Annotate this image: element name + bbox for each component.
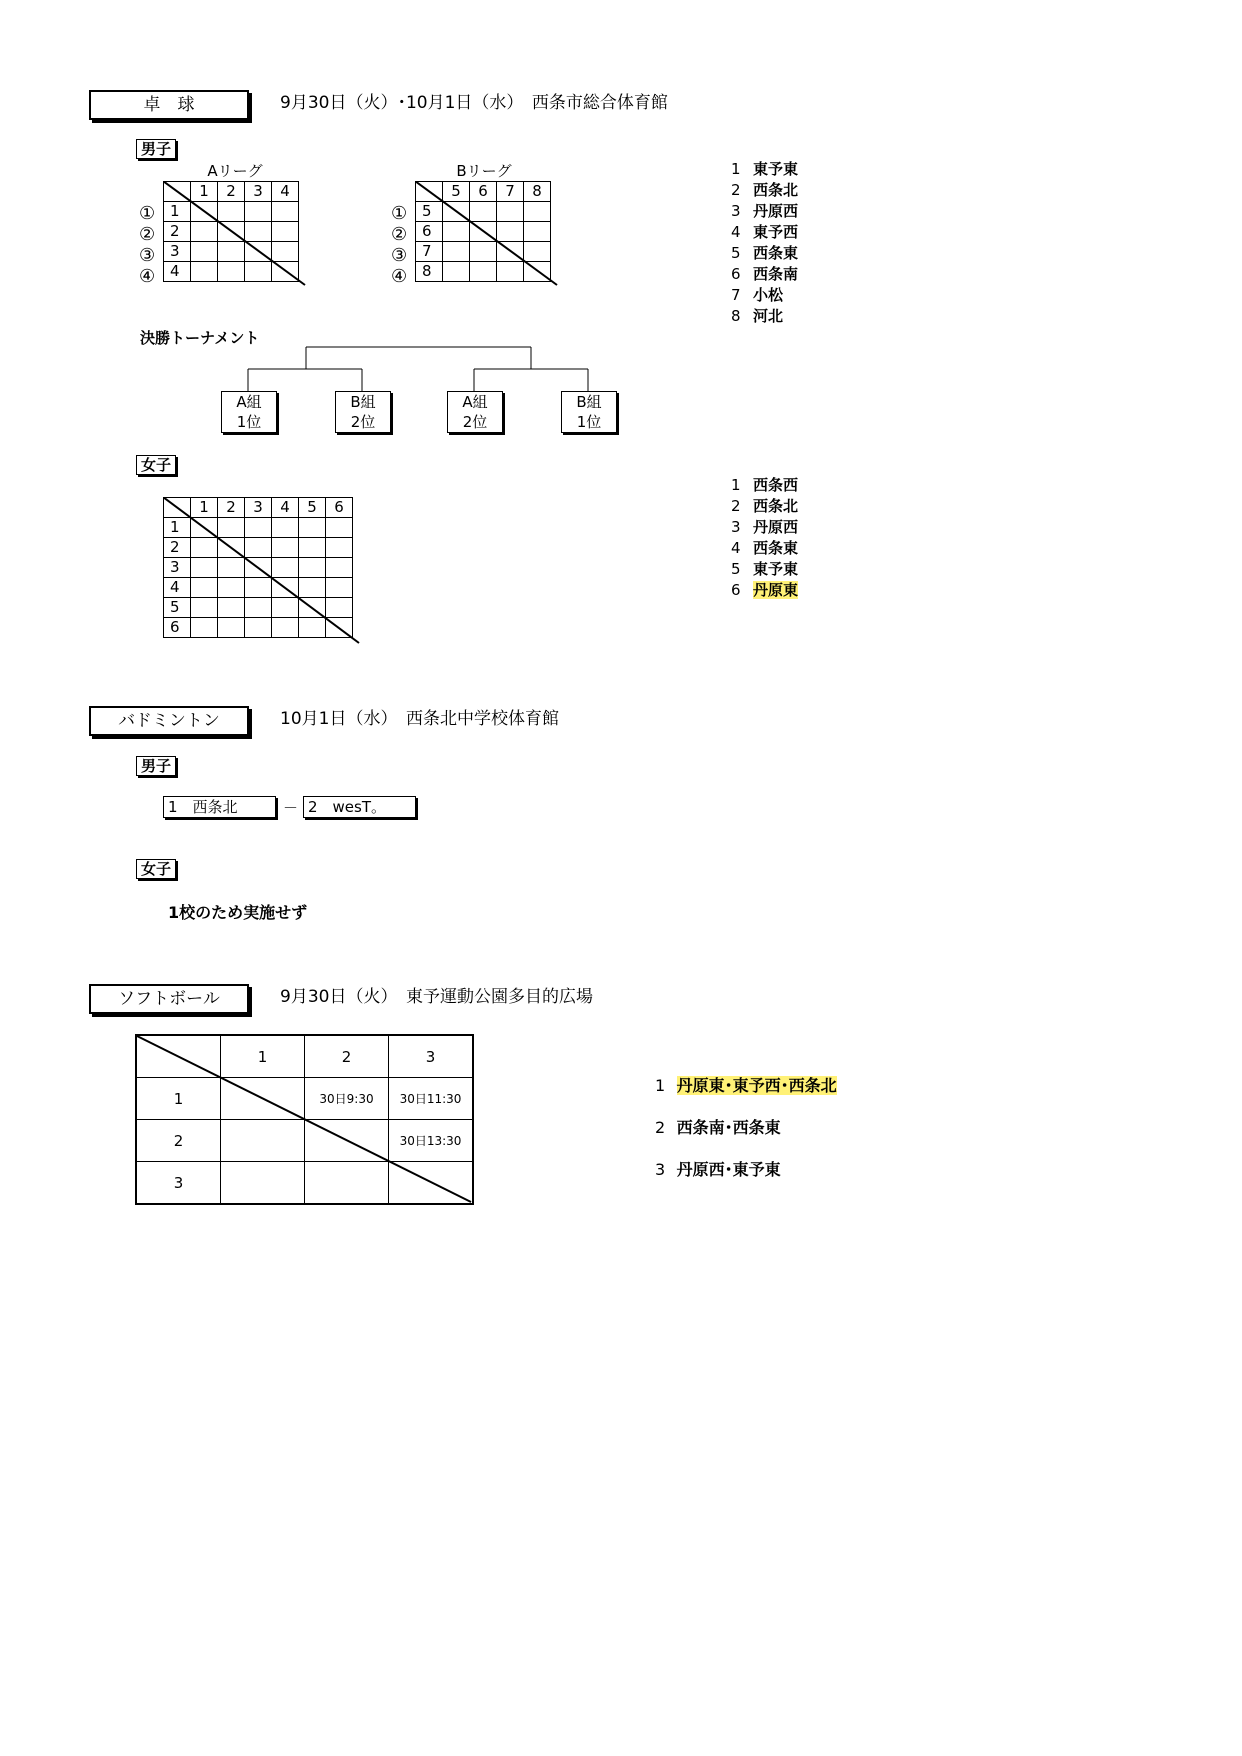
table-tennis-title: 卓 球	[89, 90, 249, 120]
list-item: 5 西条東	[731, 244, 799, 262]
list-item: 4 西条東	[731, 539, 799, 557]
list-item: 3 丹原西	[731, 518, 799, 536]
match-team-left: 1 西条北	[163, 796, 276, 818]
match-time: 30日9:30	[305, 1078, 389, 1120]
a-league-circles	[139, 203, 155, 287]
circle-label: ④	[391, 266, 408, 287]
col-header: 4	[272, 498, 299, 518]
col-header: 1	[221, 1035, 305, 1078]
list-item: 3 丹原西	[731, 202, 799, 220]
boys-tag: 男子	[136, 139, 176, 159]
col-header: 6	[470, 182, 497, 202]
col-header: 7	[497, 182, 524, 202]
bracket-slot: B組 2位	[335, 391, 391, 433]
badminton-girls-note: 1校のため実施せず	[168, 903, 308, 922]
list-item: 6 丹原東	[731, 581, 799, 599]
circle-label: ①	[391, 203, 408, 224]
bracket-slot: A組 1位	[221, 391, 277, 433]
col-header: 1	[191, 498, 218, 518]
col-header: 2	[218, 182, 245, 202]
col-header: 4	[272, 182, 299, 202]
list-item: 8 河北	[731, 307, 784, 325]
row-header: 3	[164, 558, 191, 578]
b-league-circles	[391, 203, 407, 287]
softball-diagonal	[135, 1034, 473, 1204]
softball-title: ソフトボール	[89, 984, 249, 1014]
list-item: 2 西条北	[731, 181, 799, 199]
col-header: 2	[305, 1035, 389, 1078]
badminton-info: 10月1日（水） 西条北中学校体育館	[280, 709, 559, 729]
match-time: 30日13:30	[389, 1120, 474, 1162]
match-dash: －	[283, 799, 299, 817]
row-header: 3	[136, 1162, 221, 1205]
col-header: 5	[299, 498, 326, 518]
list-item: 1 西条西	[731, 476, 799, 494]
list-item: 7 小松	[731, 286, 784, 304]
list-item: 5 東予東	[731, 560, 799, 578]
b-league-diagonal	[415, 181, 558, 286]
circle-label: ③	[391, 245, 408, 266]
row-header: 6	[164, 618, 191, 638]
list-item: 3 丹原西･東予東	[655, 1160, 781, 1179]
bracket-lines	[230, 345, 630, 393]
match-time: 30日11:30	[389, 1078, 474, 1120]
list-item: 1 丹原東･東予西･西条北	[655, 1076, 837, 1095]
circle-label: ④	[139, 266, 156, 287]
row-header: 2	[136, 1120, 221, 1162]
col-header: 1	[191, 182, 218, 202]
list-item: 2 西条北	[731, 497, 799, 515]
col-header: 6	[326, 498, 353, 518]
badminton-boys-tag: 男子	[136, 756, 176, 776]
bracket-slot: B組 1位	[561, 391, 617, 433]
row-header: 5	[164, 598, 191, 618]
row-header: 1	[164, 518, 191, 538]
table-tennis-info: 9月30日（火）･10月1日（水） 西条市総合体育館	[280, 93, 668, 113]
girls-league-diagonal	[163, 497, 360, 644]
row-header: 3	[164, 242, 191, 262]
girls-tag: 女子	[136, 455, 176, 475]
row-header: 4	[164, 262, 191, 282]
col-header: 3	[389, 1035, 474, 1078]
circle-label: ①	[139, 203, 156, 224]
badminton-girls-tag: 女子	[136, 859, 176, 879]
a-league-title: Aリーグ	[207, 162, 263, 180]
b-league-title: Bリーグ	[456, 162, 512, 180]
badminton-title: バドミントン	[89, 706, 249, 736]
list-item: 6 西条南	[731, 265, 799, 283]
row-header: 1	[136, 1078, 221, 1120]
row-header: 8	[416, 262, 443, 282]
boys-team-list	[731, 159, 798, 327]
list-item: 2 西条南･西条東	[655, 1118, 781, 1137]
col-header: 5	[443, 182, 470, 202]
circle-label: ②	[391, 224, 408, 245]
list-item: 4 東予西	[731, 223, 799, 241]
row-header: 6	[416, 222, 443, 242]
girls-team-list	[731, 475, 798, 601]
row-header: 1	[164, 202, 191, 222]
bracket-slot: A組 2位	[447, 391, 503, 433]
match-team-right: 2 wesT。	[303, 796, 416, 818]
circle-label: ②	[139, 224, 156, 245]
softball-team-list	[655, 1065, 837, 1191]
circle-label: ③	[139, 245, 156, 266]
list-item: 1 東予東	[731, 160, 799, 178]
softball-info: 9月30日（火） 東予運動公園多目的広場	[280, 987, 593, 1007]
row-header: 5	[416, 202, 443, 222]
a-league-diagonal	[163, 181, 306, 286]
row-header: 2	[164, 538, 191, 558]
col-header: 3	[245, 182, 272, 202]
final-tournament-title: 決勝トーナメント	[140, 329, 260, 347]
row-header: 7	[416, 242, 443, 262]
highlighted-team: 丹原東･東予西･西条北	[676, 1076, 837, 1095]
col-header: 3	[245, 498, 272, 518]
row-header: 4	[164, 578, 191, 598]
col-header: 2	[218, 498, 245, 518]
highlighted-team: 丹原東	[753, 581, 799, 599]
row-header: 2	[164, 222, 191, 242]
col-header: 8	[524, 182, 551, 202]
